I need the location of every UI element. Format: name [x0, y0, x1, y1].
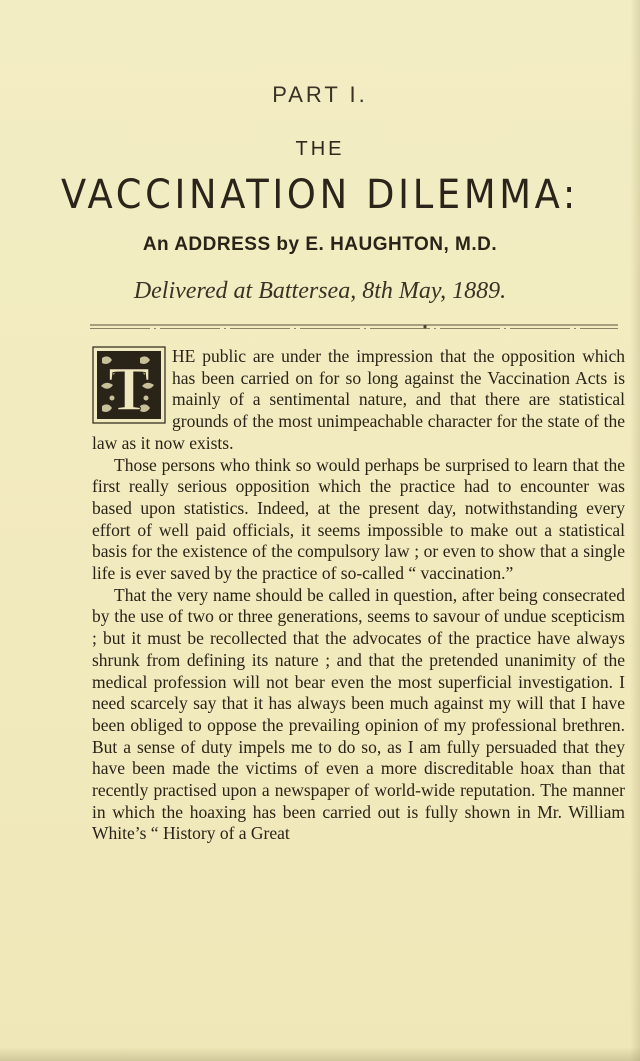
body-text: [92, 346, 625, 845]
ornamental-rule: [90, 322, 618, 332]
drop-cap-ornament: [92, 346, 172, 430]
page-bottom-edge: [0, 1047, 640, 1061]
delivered-text: Delivered at Battersea, 8th May, 1889.: [133, 278, 507, 304]
main-title: VACCINATION DILEMMA:: [61, 172, 579, 218]
part-heading: PART I.: [272, 82, 368, 107]
paragraph-3: That the very name should be called in question, after being consecrated by the use of two or three generations, seems to savour of undue scepticism ; but it must be recollected that the advocates of the practice have always shrunk from defining its nature ; and that the pretended unanimity of the medical profession will not bear even the most superficial investigation. I need scarcely say that it has always been much against my will that I have been obliged to oppose the prevailing opinion of my professional brethren. But a sense of duty impels me to do so, as I am fully persuaded that they have been made the victims of even a more discreditable hoax than that recently practised upon a newspaper of world-wide reputation. The manner in which the hoaxing has been carried out is fully shown in Mr. William White’s “ History of a Great: [92, 584, 625, 844]
title-article: THE: [295, 138, 345, 160]
delivered-line: [0, 278, 640, 305]
drop-cap-letter: T: [108, 356, 150, 424]
paragraph-2: Those persons who think so would perhaps be surprised to learn that the first really serious opposition which the practice had to encounter was based upon statistics. Indeed, at the present day, notwithstanding every effort of well paid officials, it seems impossible to make out a statistical basis for the existence of the compulsory law ; or even to show that a single life is ever saved by the practice of so-called “ vaccination.”: [92, 454, 625, 584]
address-subtitle: An ADDRESS by E. HAUGHTON, M.D.: [142, 234, 498, 255]
paragraph-1: HE public are under the impression that the opposition which has been carried on for so long against the Vaccination Acts is mainly of a sentimental nature, and that there are statistical grounds of the most unimpeachable character for the state of the law as it now exists.: [92, 346, 625, 453]
